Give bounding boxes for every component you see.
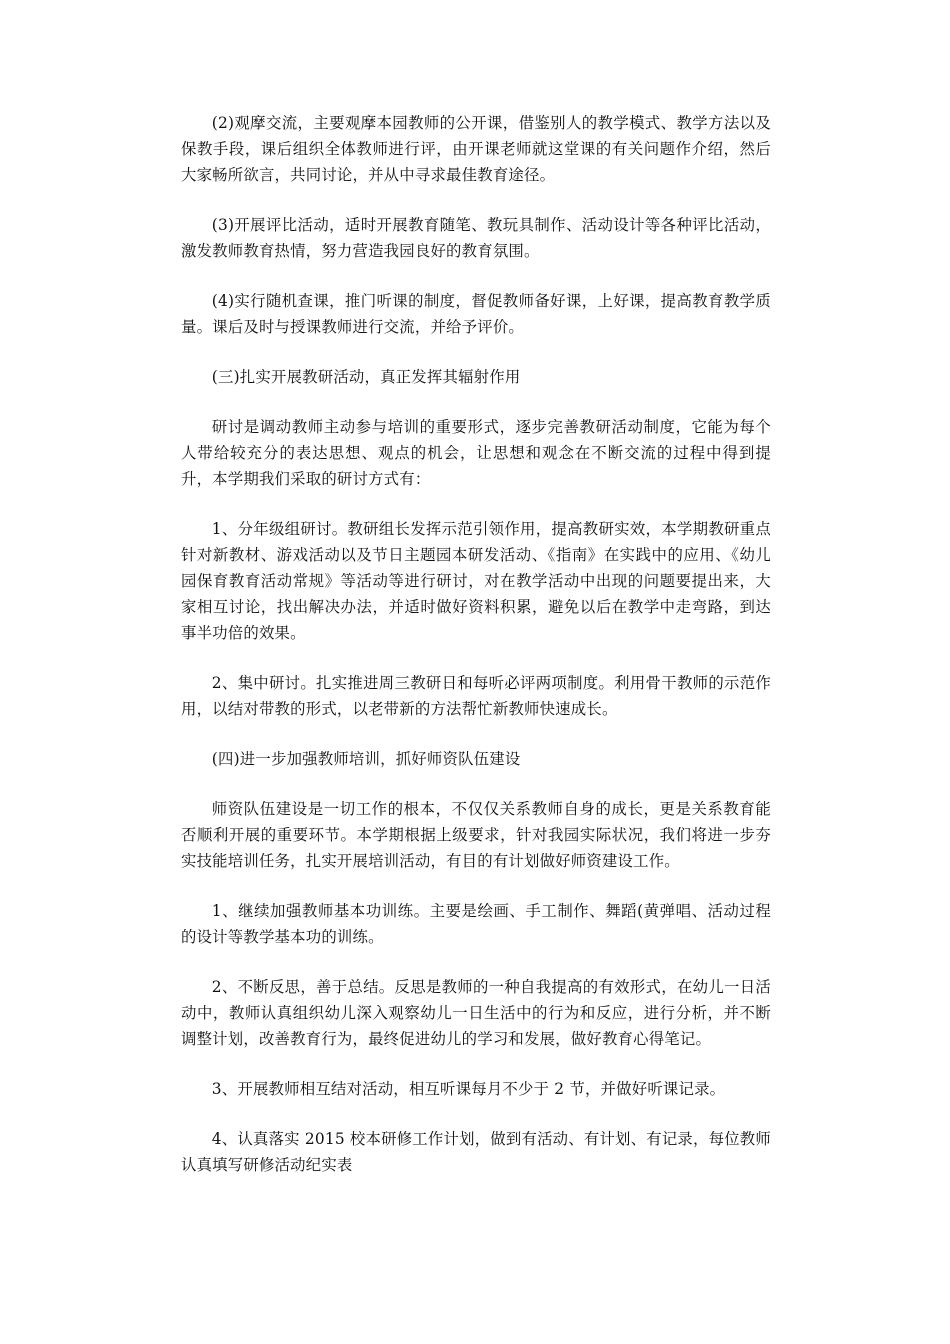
paragraph-random-class-check: (4)实行随机查课，推门听课的制度，督促教师备好课，上好课，提高教育教学质量。课后及时与授课教师进行交流，并给予评价。 [181,292,771,336]
paragraph-appraisal-activities: (3)开展评比活动，适时开展教育随笔、教玩具制作、活动设计等各种评比活动，激发教师教育热情，努力营造我园良好的教育氛围。 [181,216,771,260]
paragraph-observation-exchange: (2)观摩交流，主要观摩本园教师的公开课，借鉴别人的教学模式、教学方法以及保教手段，课后组织全体教师进行评，由开课老师就这堂课的有关问题作介绍，然后大家畅所欲言，共同讨论，并从中寻求最佳教育途径。 [181,114,771,184]
paragraph-staff-building-intro: 师资队伍建设是一切工作的根本，不仅仅关系教师自身的成长，更是关系教育能否顺利开展的重要环节。本学期根据上级要求，针对我园实际状况，我们将进一步夯实技能培训任务，扎实开展培训活动，有目的有计划做好师资建设工作。 [181,800,771,870]
paragraph-centralized-research: 2、集中研讨。扎实推进周三教研日和每听必评两项制度。利用骨干教师的示范作用，以结对带教的形式，以老带新的方法帮忙新教师快速成长。 [181,674,771,718]
paragraph-research-intro: 研讨是调动教师主动参与培训的重要形式，逐步完善教研活动制度，它能为每个人带给较充分的表达思想、观点的机会，让思想和观念在不断交流的过程中得到提升，本学期我们采取的研讨方式有： [181,418,771,488]
paragraph-peer-pairing: 3、开展教师相互结对活动，相互听课每月不少于 2 节，并做好听课记录。 [211,1080,726,1098]
paragraph-grade-group-research: 1、分年级组研讨。教研组长发挥示范引领作用，提高教研实效，本学期教研重点针对新教材、游戏活动以及节日主题园本研发活动、《指南》在实践中的应用、《幼儿园保育教育活动常规》等活动等进行研讨，对在教学活动中出现的问题要提出来，大家相互讨论，找出解决办法，并适时做好资料积累，避免以后在教学中走弯路，到达事半功倍的效果。 [181,520,771,642]
paragraph-basic-skills-training: 1、继续加强教师基本功训练。主要是绘画、手工制作、舞蹈(黄弹唱、活动过程的设计等教学基本功的训练。 [181,902,771,946]
section-heading-teacher-training: (四)进一步加强教师培训，抓好师资队伍建设 [211,750,521,768]
paragraph-reflection-summary: 2、不断反思，善于总结。反思是教师的一种自我提高的有效形式，在幼儿一日活动中，教师认真组织幼儿深入观察幼儿一日生活中的行为和反应，进行分析，并不断调整计划，改善教育行为，最终促进幼儿的学习和发展，做好教育心得笔记。 [181,978,771,1048]
paragraph-school-based-plan: 4、认真落实 2015 校本研修工作计划，做到有活动、有计划、有记录，每位教师认真填写研修活动纪实表 [181,1130,771,1174]
document-body [181,110,771,1202]
section-heading-research-activities: (三)扎实开展教研活动，真正发挥其辐射作用 [211,368,521,386]
